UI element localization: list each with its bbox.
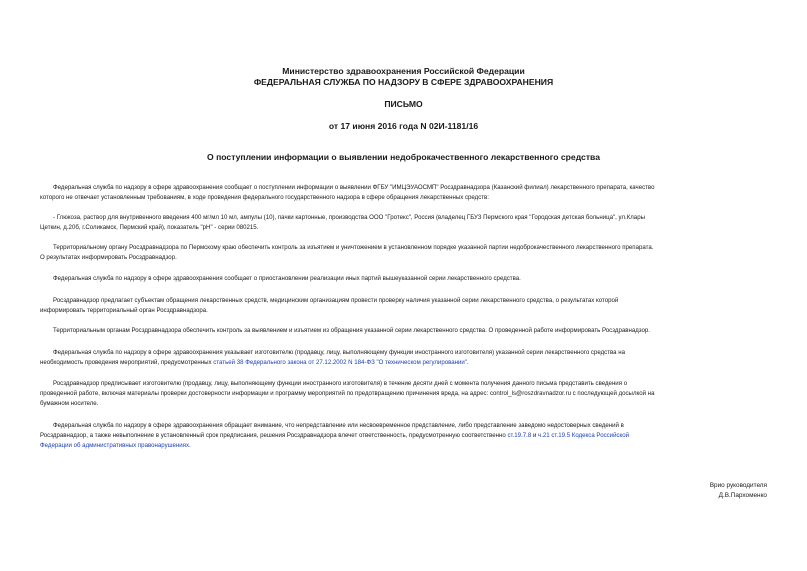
document-title: О поступлении информации о выявлении недоброкачественного лекарственного средства xyxy=(207,152,600,162)
paragraph-4: Федеральная служба по надзору в сфере здравоохранения сообщает о приостановлении реализации иных партий вышеуказанной серии лекарственного средства. xyxy=(53,275,521,282)
paragraph-3-line-2: О результатах информировать Росздравнадзор. xyxy=(40,254,177,261)
paragraph-9-line-2 xyxy=(40,431,785,441)
paragraph-5-line-2: информировать территориальный орган Росздравнадзора. xyxy=(40,307,208,314)
paragraph-1-line-2: которого не отвечает установленным требованиям, в ходе проведения федерального государственного надзора в сфере обращения лекарственных средств: xyxy=(40,194,489,201)
paragraph-1-line-1: Федеральная служба по надзору в сфере здравоохранения сообщает о поступлении информации о выявлении ФГБУ "ИМЦЭУАОСМП" Росздравнадзора (Казанский филиал) лекарственного препарата, качество xyxy=(53,184,655,191)
paragraph-8-line-1: Росздравнадзор предписывает изготовителю (продавцу, лицу, выполняющему функции иностранного изготовителя) в течение десяти дней с момента получения данного письма представить сведения о xyxy=(53,380,628,387)
federal-law-link[interactable]: статьей 38 Федерального закона от 27.12.2002 N 184-ФЗ "О техническом регулировании" xyxy=(213,359,467,366)
article-19-5-link[interactable]: ч.21 ст.19.5 Кодекса Российской xyxy=(538,432,630,439)
paragraph-3-line-1: Территориальному органу Росздравнадзора по Пермскому краю обеспечить контроль за изъятием и уничтожением в установленном порядке указанной партии недоброкачественного лекарственного препарата. xyxy=(53,244,654,251)
paragraph-8-line-2: проведенной работе, включая материалы проверки достоверности информации и программу мероприятий по предотвращению причинения вреда, на адрес: control_ls@roszdravnadzor.ru с последующей досылкой на xyxy=(40,390,655,397)
paragraph-9-end: . xyxy=(189,442,191,449)
paragraph-7-end: . xyxy=(467,359,469,366)
paragraph-5-line-1: Росздравнадзор предлагает субъектам обращения лекарственных средств, медицинским организациям провести проверку наличия указанной серии лекарственного средства, о результатах которой xyxy=(53,297,619,304)
paragraph-9-line-3 xyxy=(40,441,768,451)
paragraph-7-line-1: Федеральная служба по надзору в сфере здравоохранения указывает изготовителю (продавцу, лицу, выполняющему функции иностранного изготовителя) указанной серии лекарственного средства на xyxy=(53,349,625,356)
signature-position: Врио руководителя xyxy=(709,482,767,489)
paragraph-2-line-1: - Глюкоза, раствор для внутривенного введения 400 мг/мл 10 мл, ампулы (10), пачки картонные, производства ООО "Гротекс", Россия (владелец ГБУЗ Пермского края "Городская детская больница", ул.Клары xyxy=(53,214,645,221)
paragraph-7-text: необходимость проведения мероприятий, предусмотренных xyxy=(40,359,214,366)
document-type: ПИСЬМО xyxy=(384,99,423,109)
paragraph-9-text: Росздравнадзор, а также невыполнение в установленный срок предписания, решения Росздравнадзора влечет ответственность, предусмотренную соответственно xyxy=(40,432,508,439)
service-name: ФЕДЕРАЛЬНАЯ СЛУЖБА ПО НАДЗОРУ В СФЕРЕ ЗДРАВООХРАНЕНИЯ xyxy=(253,77,554,87)
paragraph-6: Территориальным органам Росздравнадзора обеспечить контроль за выявлением и изъятием из обращения указанной серии лекарственного средства. О проведенной работе информировать Росздравнадзор. xyxy=(53,327,650,334)
paragraph-2-line-2: Цеткин, д.20б, г.Соликамск, Пермский край), показатель "pH" - серии 080215. xyxy=(40,224,259,231)
signature-name: Д.В.Пархоменко xyxy=(718,492,767,499)
paragraph-9-and: и xyxy=(531,432,539,439)
paragraph-7-line-2 xyxy=(40,358,768,368)
document-date-number: от 17 июня 2016 года N 02И-1181/16 xyxy=(328,121,479,131)
article-19-7-8-link[interactable]: ст.19.7.8 xyxy=(507,432,532,439)
paragraph-8-line-3: бумажном носителе. xyxy=(40,400,99,407)
paragraph-9-line-1: Федеральная служба по надзору в сфере здравоохранения обращает внимание, что непредставление или несвоевременное представление, либо представление заведомо недостоверных сведений в xyxy=(53,422,624,429)
administrative-code-link[interactable]: Федерации об административных правонарушениях xyxy=(40,442,190,449)
ministry-name: Министерство здравоохранения Российской Федерации xyxy=(282,66,525,76)
